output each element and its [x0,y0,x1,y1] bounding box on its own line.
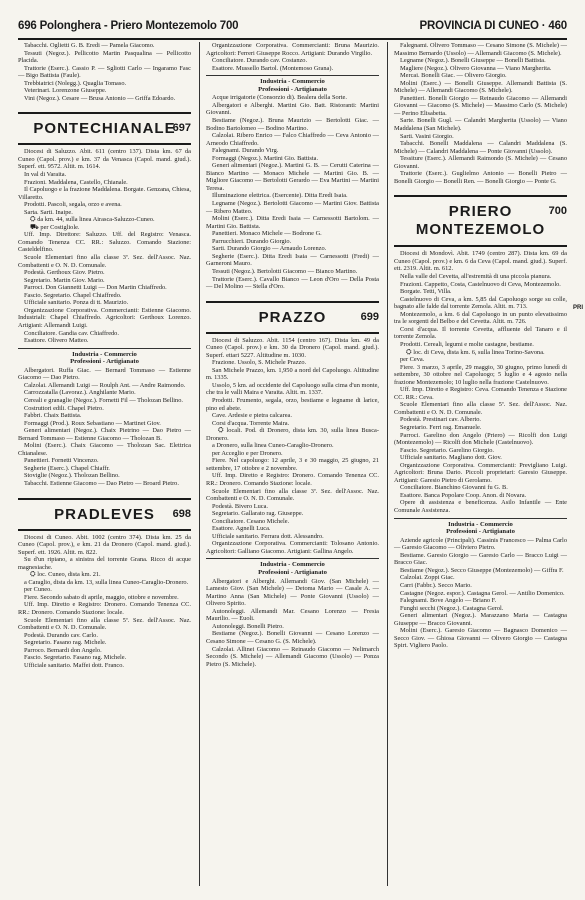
entry-paragraph: Panettieri. Fornetti Vincenzo. [24,457,99,465]
entry-paragraph: Fascio. Segretario. Fasano rag. Michele. [24,654,127,662]
rail-line: ⛭ da km. 44, sulla linea Airasca-Saluzzo-Cuneo. [18,216,191,224]
entry-paragraph: Segretario. Gallarato rag. Giuseppe. [212,510,304,518]
entry-paragraph: Formaggi (Prod.). Roux Sebastiano — Martinet Giov. [24,419,161,427]
pradleves-continued [206,42,379,72]
entry-paragraph: Esattore. Mussello Bartol. (Montemoso Grana). [212,64,334,72]
entry-paragraph: Calzolai. Allinei Giacomo — Reinaudo Giacomo — Nelimarch Secondo (S. Michele) — Allemandi Giacomo (Ussolo) — Ponza Pietro (S. Michele). [206,645,379,668]
entry-paragraph: Scuole Elementari fino alla classe 5ª. Sez. dell'Assoc. Naz. Combattenti e O. N. D. Comunale. [394,401,567,416]
entry-paragraph: Esattore. Banca Popolare Coop. Anon. di Novara. [400,491,527,499]
entry-paragraph: per Cuneo. [24,586,52,594]
town-name: PRADLEVES [54,505,155,523]
entry-paragraph: Castagne (Negoz. espor.). Castagna Gerol. — Antilio Domenico. [400,589,565,597]
priero-admin [394,356,567,514]
entry-paragraph: Bestiame. Garesio Giorgio — Garesio Carlo — Bracco Luigi — Bracco Giac. [394,551,567,567]
pontechianale-businesses [18,367,191,488]
railway-icon: ⛭ [30,570,36,579]
entry-paragraph: Fascio. Segretario. Chapel Chiaffredo. [24,291,122,299]
entry-paragraph: Conciliatore. Gandia cav. Chiaffredo. [24,329,119,337]
thumb-index-mark: PRI [572,305,583,311]
entry-paragraph: Molini (Eserc.) — Bonelli Giuseppe. Allemandi Battista (S. Michele) — Allemandi Giacomo (S. Michele). [394,79,567,95]
column-1 [18,42,191,886]
entry-paragraph: Diocesi di Saluzzo. Abit. 611 (centro 137). Dista km. 67 da Cuneo (Capol. prov.) e km. 37 da Venasca (Capol. mand. giud.). Superf. ett. 9572. Altit. m. 1614. [18,148,191,171]
entry-paragraph: Sarte. Bonelli Gugl. — Calandri Margherita (Ussolo) — Viano Maddalena (San Michele). [394,117,567,133]
entry-paragraph: Molini (Eserc.). Garesio Giacomo — Bagnasco Domenico — Secco Giov. — Ghiosa Giovanni — Olivero Giorgio — Castagna Spirt. Vigliero Paolo. [394,627,567,650]
entry-paragraph: Trattorie (Eserc.). Cavallo Bianco — Leon d'Oro — Della Posta — Del Molino — Stella d'Oro. [206,275,379,291]
entry-paragraph: Cave. Ardesie e pietra calcarea. [212,412,292,420]
entry-paragraph: Ussolo, 5 km. ad occidente del Capoluogo sulla cima d'un monte, che tra le valli Maira e Varaita. Altit. m. 1337. [206,381,379,397]
entry-paragraph: Segherie (Eserc.). Ditta Eredi Isaia — Carnessotti (Fredi) — Garneroni Mauro. [206,252,379,268]
pontechianale-intro [18,148,191,216]
header-right: PROVINCIA DI CUNEO · 460 [419,20,567,32]
entry-paragraph: Diocesi di Cuneo. Abit. 1002 (centro 374). Dista km. 25 da Cuneo (Capol. prov.), e km. 21 da Dronero (Capol. mand. giud.). Superf. ett. 1926. Altit. m. 822. [18,533,191,556]
entry-paragraph: Fiere. Secondo sabato di aprile, maggio, ottobre e novembre. [24,593,179,601]
entry-paragraph: Diocesi di Mondovì. Abit. 1749 (centro 287). Dista km. 69 da Cuneo (Capol. prov.) e km. 6 da Ceva (Capol. mand. giud.). Superf. ett. 2319. Altit. m. 612. [394,250,567,273]
railway-icon: ⛭ [30,215,36,224]
entry-paragraph: Illuminazione elettrica. (Esercente). Ditta Eredi Isaia. [212,192,348,200]
column-3 [387,42,567,886]
rail-line: ⛭ loc. di Ceva, dista km. 6, sulla linea Torino-Savona. [394,349,567,357]
entry-paragraph: Tessuti (Negoz.). Pellicotto Martin Pasqualina — Pellicotto Placida. [18,49,191,65]
entry-paragraph: Prodotti. Pascoli, segala, orzo e avena. [24,201,122,209]
entry-paragraph: Veterinari. Lorenzone Giuseppe. [24,87,107,95]
entry-paragraph: Segretario. Martin Giov. Mario. [24,276,105,284]
entry-paragraph: Frazioni. Cappetto, Costa, Castelnuovo di Ceva, Montezemolo. [400,280,561,288]
entry-paragraph: Parrucchieri. Durando Giorgio. [212,237,292,245]
entry-paragraph: Generi alimentari (Negoz.). Martini G. B. — Cerutti Caterina — Bianco Martino — Monaco Michele — Martini Gio. B. — Migliore Giacomo — Bertolotti Gerardo — Eva Martini — Martini Teresa. [206,162,379,192]
entry-paragraph: Podestà. Durando cav. Carlo. [24,631,98,639]
town-heading-pradleves [18,498,191,531]
entry-paragraph: In val di Varaita. [24,171,67,179]
section-heading-industry: Industria - Commercio Professioni - Artigianato [394,518,567,536]
entry-paragraph: Funghi secchi (Negoz.). Castagna Gerol. [400,604,504,612]
entry-paragraph: Costruttori edili. Chapel Pietro. [24,404,104,412]
entry-paragraph: Parroci. Garelino don Angelo (Priero) — Ricolfi don Luigi (Montezemolo) — Ricolfi don Michele (Castelnuovo). [394,431,567,447]
town-heading-priero-montezemolo [394,195,567,247]
entry-paragraph: Segretario. Ferri rag. Emanuele. [400,423,482,431]
section-heading-industry: Industria - Commercio Professioni - Artigianato [18,348,191,366]
entry-paragraph: Ufficiale sanitario. Ferrara dott. Alessandro. [212,532,324,540]
entry-paragraph: Albergatori e Alberghi. Allemandi Giov. (San Michele) — Lamesto Giov. (San Michele) — Detoma Mario — Casale A. — Martino Anna (San Michele) — Ponte Giovanni (Ussolo) — Olivero Spirito. [206,577,379,608]
bus-icon: ⛟ [30,222,39,231]
entry-paragraph: Sarti. Vasini Giorgio. [400,132,454,140]
entry-paragraph: Aziende agricole (Principali). Cassinis Francesco — Palma Carlo — Garesio Giacomo — Oliviero Pietro. [394,536,567,552]
prazzo-businesses [206,578,379,669]
entry-paragraph: Prodotti. Frumento, segala, orzo, bestiame e legname di larice, pino ed abete. [206,396,379,412]
entry-paragraph: Frazioni. Maddalena, Castello, Chianale. [24,178,128,186]
polonghera-tail [18,42,191,102]
entry-paragraph: Uff. Imp. Direttore: Saluzzo. Uff. del Registro: Venasca. Comando Tenenza CC. RR.: Saluzzo. Comando Stazione: Casteldelfino. [18,231,191,254]
entry-paragraph: Segherie (Eserc.). Chapel Chiaffr. [24,464,110,472]
entry-paragraph: Molini (Eserc.). Chaix Giacomo — Tholozan Sac. Elettrica Chianalese. [18,442,191,457]
prazzo-intro [206,337,379,428]
entry-number: 698 [172,507,191,520]
entry-paragraph: Uff. Imp. Diretto e Registro: Ceva. Comando Tenenza e Stazione CC. RR.: Ceva. [394,386,567,401]
column-2 [199,42,379,886]
entry-paragraph: Parroci. Don Giannetti Luigi — Don Martin Chiaffredo. [24,284,167,292]
entry-paragraph: Uff. Imp. Diretto e Registro: Dronero. Comando Tenenza CC. RR.: Dronero. Comando Stazione: locale. [18,601,191,616]
entry-paragraph: Bestiame (Negoz.). Secco Giuseppe (Montezemolo) — Giffra F. [400,566,564,574]
entry-paragraph: Trebbiatrici (Nolegg.). Quaglia Tomaso. [24,79,127,87]
entry-number: 699 [360,310,379,323]
pradleves-intro [18,534,191,572]
entry-paragraph: Scuole Elementari fino alla classe 5ª. Sez. dell'Assoc. Naz. Combattenti e O. N. D. Comunale. [18,616,191,632]
entry-paragraph: Falegnami. Olivero Tommaso — Cesano Simone (S. Michele) — Massimo Bernardo (Ussolo) — Allemandi Giacomo (S. Michele). [394,42,567,57]
entry-paragraph: Sarti. Durando Giorgio — Arnaudo Lorenzo. [212,245,327,253]
rail-line: ⛭ locali. Pod. di Dronero, dista km. 30, sulla linea Busca-Dronero. [206,426,379,442]
entry-paragraph: Trattorie (Eserc.). Guglielmo Antonio — Bonelli Pietro — Bonelli Giorgio — Bonelli Ren. — Bonelli Giorgio — Ponte G. [394,170,567,185]
entry-paragraph: Bestiame (Negoz.). Bonelli Giovanni — Cesano Lorenzo — Cesano Simone — Cesano G. (S. Michele). [206,630,379,646]
priero-businesses [394,537,567,650]
text-columns [18,42,567,886]
prazzo-admin [206,442,379,555]
entry-paragraph: Il Capoluogo e la frazione Maddalena. Borgate. Genzana, Chiesa, Villaretto. [18,186,191,201]
bus-line: ⛟ per Costigliole. [18,224,191,232]
entry-paragraph: Su d'un ripiano, a sinistra del torrente Grana. Ricco di acque magnesiache. [18,556,191,571]
entry-paragraph: Castelnuovo di Ceva, a km. 5,85 dal Capoluogo sorge su colle, bagnato alle falde dal torrente Zemola. Altit. m. 713. [394,295,567,311]
entry-paragraph: Ufficiale sanitario. Magliano dott. Giov. [400,454,502,462]
entry-paragraph: Uff. Imp. Diretto e Registro: Dronero. Comando Tenenza CC. RR.: Dronero. Comando Stazione: locale. [206,472,379,487]
entry-paragraph: Formaggi (Negoz.). Martini Gio. Battista. [212,154,319,162]
entry-paragraph: Podestà. Bivero Luca. [212,502,269,510]
entry-paragraph: per Acceglio e per Dronero. [212,449,283,457]
entry-paragraph: San Michele Prazzo, km. 1,950 a nord del Capoluogo. Altitudine m. 1335. [206,366,379,382]
railway-icon: ⛭ [218,426,224,435]
entry-paragraph: Calzolai. Ribero Enrico — Falco Chiaffredo — Ceva Antonio — Arneodo Chiaffredo. [206,132,379,147]
entry-paragraph: Tabacchi. Oglietti G. B. Eredi — Pamela Giacomo. [24,42,155,49]
entry-paragraph: Esattore. Agnelli Luca. [212,525,271,533]
entry-paragraph: Fascio. Segretario. Garelino Giorgio. [400,446,494,454]
entry-paragraph: Generi alimentari (Negoz.). Chaix Pietrino — Dao Pietro — Bernard Tommaso — Estienne Giacomo — Tholozan B. [18,427,191,442]
entry-paragraph: Calzolai. Zoppi Giac. [400,574,455,582]
entry-paragraph: Acque irrigatorie (Consorzio di). Bealera della Sorte. [212,94,347,102]
entry-paragraph: Cereali e granaglie (Negoz.). Fornetti Fil — Tholozan Bellino. [24,396,183,404]
entry-paragraph: Tabacchi. Bonelli Maddalena — Calandri Maddalena (S. Michele) — Calandri Maddalena — Ponte Giovanni (Ussolo). [394,140,567,155]
entry-paragraph: Conciliatore. Cesano Michele. [212,517,290,525]
section-heading-industry: Industria - Commercio Professioni - Artigianato [206,558,379,576]
entry-paragraph: Bestiame (Negoz.). Bruna Maurizio — Bertolotti Giac. — Bodino Bartolomeo — Bodino Martino. [206,117,379,132]
entry-paragraph: Mercai. Bonelli Giac. — Olivero Giorgio. [400,72,507,80]
entry-paragraph: Parroco. Bernardi don Angelo. [24,646,102,654]
entry-paragraph: Podestà. Prestinari cav. Alberto. [400,416,481,424]
town-name: PONTECHIANALE [33,120,176,138]
entry-paragraph: Autonoleggi. Bonelli Pietro. [212,622,284,630]
entry-paragraph: Borgate. Tetti, Villa. [400,288,452,296]
entry-paragraph: Ufficiale sanitario. Ponza di tt. Maurizio. [24,299,129,307]
page-header [18,20,567,40]
entry-paragraph: Autonoleggi. Allemandi Mar. Cesano Lorenzo — Fresia Maurilio. — Euoli. [206,607,379,623]
railway-icon: ⛭ [406,347,412,356]
entry-paragraph: Tessiture (Eserc.). Allemandi Raimondo (S. Michele) — Cesano Giovanni. [394,155,567,170]
entry-paragraph: Conciliatore. Bianchino Giovanni fu G. B. [400,484,508,492]
header-left: 696 Polonghera - Priero Montezemolo 700 [18,20,239,32]
entry-paragraph: Esattore. Olivero Matteo. [24,337,89,345]
entry-paragraph: Ufficiale sanitario. Maffei dott. Franco. [24,661,125,669]
entry-paragraph: Tessuti (Negoz.). Bertolotti Giacomo — Bianco Martino. [212,267,358,275]
entry-paragraph: Albergatori. Ruffa Giac. — Bernard Tommaso — Estienne Giacomo — Dao Pietro. [18,366,191,382]
entry-paragraph: Frazione. Ussolo, S. Michele Prazzo. [212,359,307,367]
entry-paragraph: Diocesi di Saluzzo. Abit. 1154 (centro 167). Dista km. 49 da Cuneo (Capol. prov.) e km. 30 da Dronero (Capol. mand. giud.). Superf. ettari 5227. Altitudine m. 1030. [206,336,379,359]
town-name-line-2: MONTEZEMOLO [415,221,546,239]
entry-paragraph: Organizzazione Corporativa. Commercianti: Previgliano Luigi. Agricoltori: Bruna Dario. Piccoli proprietari: Garesio Giuseppe. Artigiani: Garesio Pietro di Gerolamo. [394,461,567,484]
town-name: PRAZZO [258,308,327,326]
pontechianale-admin [18,231,191,344]
entry-paragraph: Legname (Negoz.). Bertolotti Giacomo — Martini Giov. Battista — Ribero Matteo. [206,200,379,215]
entry-paragraph: Prodotti. Cereali, legumi e molte castagne, bestiame. [400,340,534,348]
entry-paragraph: per Ceva. [400,356,425,364]
entry-paragraph: Scuole Elementari fino alla classe 3ª. Sez. dell'Assoc. Naz. Combattenti e O. N. D. Comunale. [18,254,191,269]
entry-paragraph: Carrozzatalla (Lavoraz.). Anghilante Mario. [24,389,136,397]
entry-paragraph: Montezemolo, a km. 6 dal Capoluogo in un punto elevatissimo tra le sorgenti del Belbo e del Cevetta. Altit. m. 726. [394,310,567,326]
entry-paragraph: Nella valle del Cevetta, all'estremità di una piccola pianura. [400,273,552,281]
entry-paragraph: Vini (Negoz.). Cesare — Brusa Antonio — Griffa Edoardo. [24,94,176,102]
entry-number: 697 [172,122,191,135]
entry-paragraph: Molini (Eserc.). Ditta Eredi Isaia — Carnessotti Bartolom. — Martini Gio. Battista. [206,215,379,230]
entry-paragraph: Segretario. Fasano rag. Michele. [24,639,107,647]
entry-paragraph: Generi alimentari (Negoz.). Marazzano Maria — Castagna Giuseppe — Bracco Giovanni. [394,612,567,627]
section-heading-industry: Industria - Commercio Professioni - Artigianato [206,75,379,93]
entry-paragraph: Corsi d'acqua. Il torrente Cevetta, affluente del Tanaro e il torrente Zemola. [394,325,567,341]
entry-paragraph: Falegnami. Bove Angelo — Briano F. [400,597,497,605]
entry-paragraph: Sarta. Sarti. Inaipe. [24,208,73,216]
rail-line: ⛭ loc. Cuneo, dista km. 21. [18,571,191,579]
entry-number: 700 [548,205,567,218]
entry-paragraph: Tabacchi. Estienne Giacomo — Dao Pietro — Broard Pietro. [24,479,179,487]
entry-paragraph: Carri (Fabbr.). Secco Mario. [400,582,472,589]
entry-paragraph: Organizzazione Corporativa. Commercianti: Bruna Maurizio. Agricoltori: Ferreri Giuseppe Rocco. Artigiani: Durando Virgilio. [206,42,379,57]
entry-paragraph: a Caraglio, dista da km. 13, sulla linea Cuneo-Caraglio-Dronero. [24,578,189,586]
entry-paragraph: Panettieri. Bonelli Giorgio — Reinaudo Giacomo — Allemandi Giovanni — Giacomo (S. Michele) — Massimo Carlo (S. Michele) — Perino Elisabetta. [394,94,567,117]
prazzo-continued [394,42,567,185]
entry-paragraph: Corsi d'acqua. Torrente Maira. [212,419,290,427]
entry-paragraph: Conciliatore. Durando cav. Costanzo. [212,57,308,65]
pradleves-admin [18,579,191,670]
entry-paragraph: Albergatori e Alberghi. Martini Gio. Batt. Ristoranti: Martini Giovanni. [206,101,379,117]
entry-paragraph: Magliere (Negoz.). Olivero Giovanna — Viano Margherita. [400,64,552,72]
town-heading-prazzo [206,301,379,334]
entry-paragraph: Fabbri. Chaix Battista. [24,412,82,420]
entry-paragraph: Fiere. Nel capoluogo: 12 aprile, 3 e 30 maggio, 25 giugno, 21 settembre, 17 ottobre e 2 novembre. [206,457,379,472]
town-name-line-1: PRIERO [448,203,513,221]
entry-paragraph: Stoviglie (Negoz.). Tholozan Bellino. [24,472,120,480]
entry-paragraph: Scuole Elementari fino alla classe 3ª. Sez. dell'Assoc. Naz. Combattenti e O. N. D. Comunale. [206,487,379,503]
entry-paragraph: a Dronero, sulla linea Cuneo-Caraglio-Dronero. [212,442,334,450]
town-heading-pontechianale [18,112,191,145]
entry-paragraph: Organizzazione Corporativa. Commercianti: Estienne Giacomo. Industriali: Chapel Chiaffredo. Agricoltori: Gerthoux Lorenzo. Artigiani: Allemandi Luigi. [18,306,191,329]
entry-paragraph: Panettieri. Monaco Michele — Bodrone G. [212,230,322,238]
entry-paragraph: Opere di assistenza e beneficenza. Asilo Infantile — Ente Comunale Assistenza. [394,499,567,514]
entry-paragraph: Calzolai. Allemandi Luigi — Roulph Ant. — Andre Raimondo. [24,381,186,389]
entry-paragraph: Falegnami. Durando Virg. [212,147,279,155]
entry-paragraph: Podestà. Gerthoux Giov. Pietro. [24,269,105,277]
entry-paragraph: Organizzazione Corporativa. Commercianti: Tolosano Antonio. Agricoltori: Galliano Giacomo. Artigiani: Gallina Angelo. [206,540,379,555]
entry-paragraph: Fiere. 3 marzo, 3 aprile, 29 maggio, 30 giugno, primo lunedì di settembre, 30 ottobre nel Capoluogo; 5 luglio e 4 agosto nella frazione Montezemolo; 10 luglio nella frazione Castelnuovo. [394,363,567,386]
entry-paragraph: Trattorie (Eserc.). Cassio P. — Sgliotti Carlo — Ingaramo Fasc — Bigo Battista (Faule). [18,64,191,80]
priero-intro [394,250,567,348]
pradleves-businesses [206,94,379,290]
entry-paragraph: Legname (Negoz.). Bonelli Giuseppe — Bonelli Battista. [400,57,546,65]
